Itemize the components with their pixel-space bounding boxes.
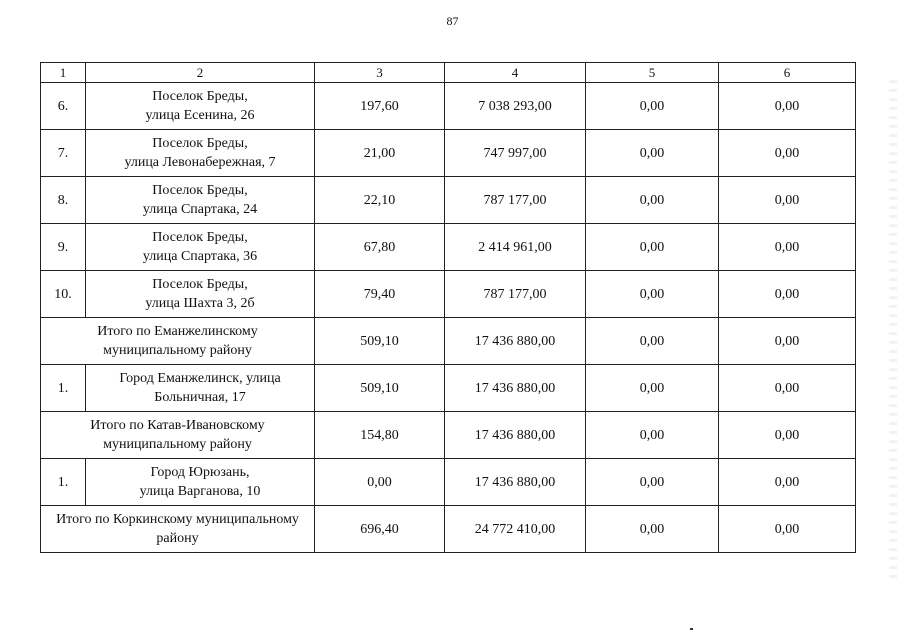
amount-value: 17 436 880,00 xyxy=(445,365,586,412)
label-line: Итого по Коркинскому муниципальному xyxy=(56,512,299,527)
amount-value: 747 997,00 xyxy=(445,130,586,177)
area-value: 197,60 xyxy=(315,83,445,130)
value-col5: 0,00 xyxy=(586,506,719,553)
column-number: 4 xyxy=(445,63,586,83)
label-line: улица Спартака, 36 xyxy=(142,249,258,264)
column-number: 6 xyxy=(719,63,856,83)
value-col6: 0,00 xyxy=(719,459,856,506)
value-col6: 0,00 xyxy=(719,412,856,459)
row-number: 10. xyxy=(41,271,86,318)
value-col6: 0,00 xyxy=(719,271,856,318)
area-value: 21,00 xyxy=(315,130,445,177)
area-value: 509,10 xyxy=(315,365,445,412)
value-col5: 0,00 xyxy=(586,83,719,130)
amount-value: 24 772 410,00 xyxy=(445,506,586,553)
label-line: Поселок Бреды, xyxy=(152,89,248,104)
area-value: 509,10 xyxy=(315,318,445,365)
page-number: 87 xyxy=(446,14,459,28)
total-row xyxy=(41,506,856,553)
address-cell xyxy=(86,130,315,177)
label-line: району xyxy=(156,531,199,546)
table-row xyxy=(41,459,856,506)
address-cell xyxy=(86,459,315,506)
table-row xyxy=(41,177,856,224)
label-line: Итого по Еманжелинскому xyxy=(97,324,258,339)
address-cell xyxy=(86,224,315,271)
value-col6: 0,00 xyxy=(719,318,856,365)
budget-table xyxy=(40,62,856,553)
amount-value: 7 038 293,00 xyxy=(445,83,586,130)
label-line: Итого по Катав-Ивановскому xyxy=(90,418,265,433)
amount-value: 787 177,00 xyxy=(445,177,586,224)
address-cell xyxy=(86,271,315,318)
label-line: Поселок Бреды, xyxy=(152,183,248,198)
label-line: муниципальному району xyxy=(103,437,252,452)
row-number: 8. xyxy=(41,177,86,224)
scan-edge-artifact xyxy=(889,80,897,580)
table-row xyxy=(41,224,856,271)
area-value: 22,10 xyxy=(315,177,445,224)
value-col5: 0,00 xyxy=(586,412,719,459)
amount-value: 17 436 880,00 xyxy=(445,412,586,459)
label-line: улица Левонабережная, 7 xyxy=(124,155,276,170)
area-value: 696,40 xyxy=(315,506,445,553)
value-col6: 0,00 xyxy=(719,365,856,412)
label-line: улица Варганова, 10 xyxy=(139,484,261,499)
value-col5: 0,00 xyxy=(586,318,719,365)
total-label xyxy=(41,318,315,365)
label-line: муниципальному району xyxy=(103,343,252,358)
address-cell xyxy=(86,83,315,130)
address-cell xyxy=(86,177,315,224)
area-value: 79,40 xyxy=(315,271,445,318)
value-col5: 0,00 xyxy=(586,365,719,412)
value-col5: 0,00 xyxy=(586,177,719,224)
amount-value: 17 436 880,00 xyxy=(445,318,586,365)
row-number: 1. xyxy=(41,459,86,506)
row-number: 7. xyxy=(41,130,86,177)
value-col6: 0,00 xyxy=(719,224,856,271)
value-col5: 0,00 xyxy=(586,130,719,177)
value-col6: 0,00 xyxy=(719,83,856,130)
value-col6: 0,00 xyxy=(719,506,856,553)
total-row xyxy=(41,412,856,459)
column-number: 5 xyxy=(586,63,719,83)
label-line: улица Шахта 3, 2б xyxy=(145,296,255,311)
label-line: Поселок Бреды, xyxy=(152,277,248,292)
label-line: улица Есенина, 26 xyxy=(145,108,255,123)
total-label xyxy=(41,506,315,553)
table-row xyxy=(41,271,856,318)
scan-mark xyxy=(690,628,693,630)
row-number: 9. xyxy=(41,224,86,271)
area-value: 154,80 xyxy=(315,412,445,459)
column-number-row xyxy=(41,63,856,83)
column-number: 3 xyxy=(315,63,445,83)
label-line: Поселок Бреды, xyxy=(152,136,248,151)
amount-value: 17 436 880,00 xyxy=(445,459,586,506)
label-line: улица Спартака, 24 xyxy=(142,202,258,217)
column-number: 2 xyxy=(86,63,315,83)
value-col5: 0,00 xyxy=(586,271,719,318)
table-row xyxy=(41,365,856,412)
total-row xyxy=(41,318,856,365)
total-label xyxy=(41,412,315,459)
table-row xyxy=(41,130,856,177)
row-number: 1. xyxy=(41,365,86,412)
value-col5: 0,00 xyxy=(586,224,719,271)
area-value: 0,00 xyxy=(315,459,445,506)
label-line: Город Еманжелинск, улица xyxy=(119,371,281,386)
address-cell xyxy=(86,365,315,412)
label-line: Больничная, 17 xyxy=(154,390,246,405)
area-value: 67,80 xyxy=(315,224,445,271)
column-number: 1 xyxy=(41,63,86,83)
amount-value: 2 414 961,00 xyxy=(445,224,586,271)
label-line: Поселок Бреды, xyxy=(152,230,248,245)
amount-value: 787 177,00 xyxy=(445,271,586,318)
value-col6: 0,00 xyxy=(719,130,856,177)
row-number: 6. xyxy=(41,83,86,130)
value-col6: 0,00 xyxy=(719,177,856,224)
value-col5: 0,00 xyxy=(586,459,719,506)
table-row xyxy=(41,83,856,130)
label-line: Город Юрюзань, xyxy=(150,465,250,480)
